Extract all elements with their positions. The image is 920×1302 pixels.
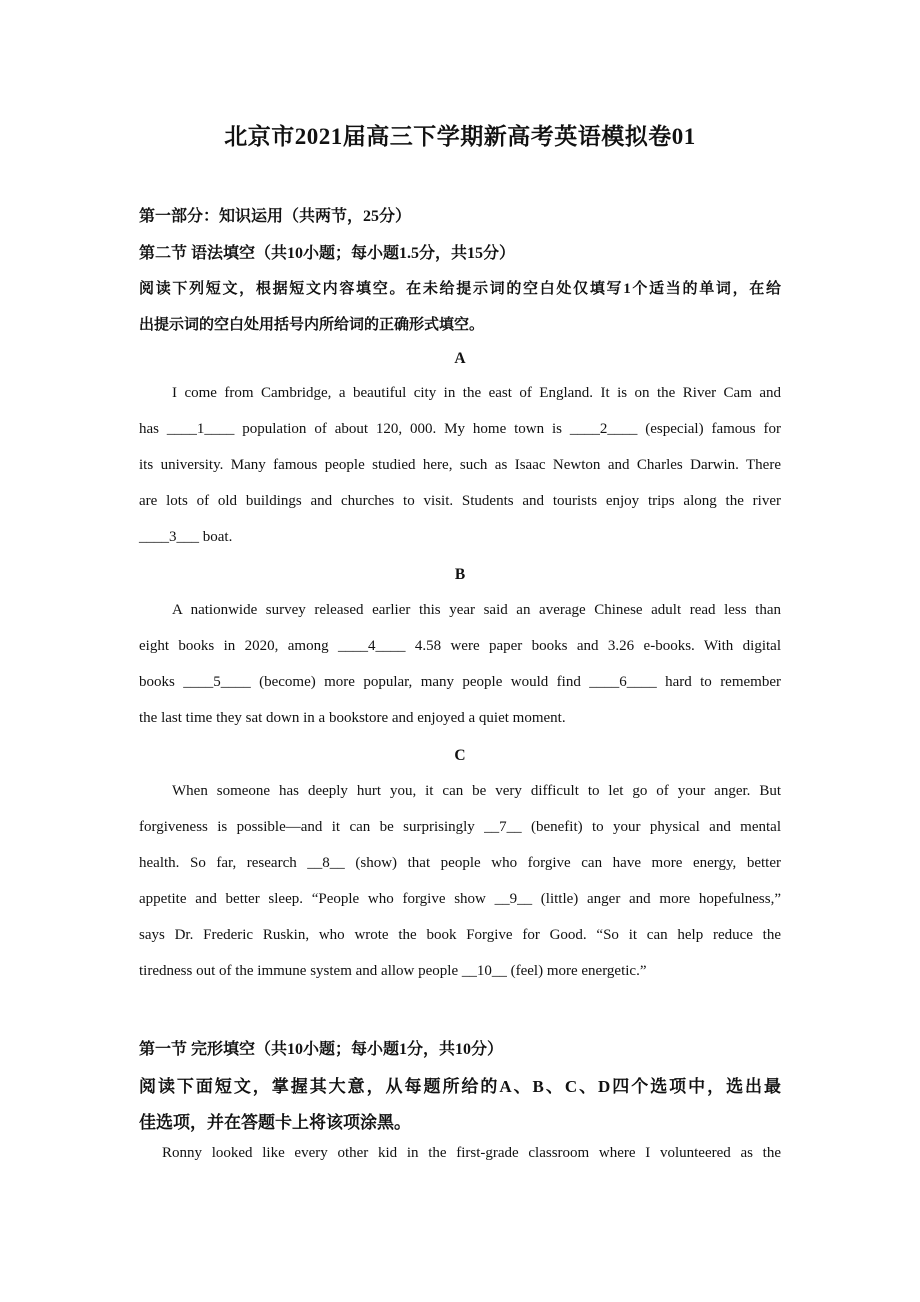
part1-heading: 第一部分：知识运用（共两节，25分） [139, 208, 412, 225]
passage-b [139, 602, 781, 746]
passage-b-line: eight books in 2020, among ____4____ 4.58 were paper books and 3.26 e-books. With digital [139, 638, 781, 655]
passage-b-line: A nationwide survey released earlier this year said an average Chinese adult read less than [172, 602, 781, 618]
document-title: 北京市2021届高三下学期新高考英语模拟卷01 [224, 124, 696, 149]
section2-instructions-line-1: 阅读下列短文，根据短文内容填空。在未给提示词的空白处仅填写1个适当的单词，在给 [139, 281, 781, 297]
passage-c-line: health. So far, research __8__ (show) that people who forgive can have more energy, better [139, 855, 781, 872]
section1-heading: 第一节 完形填空（共10小题；每小题1分，共10分） [139, 1041, 504, 1058]
passage-c-label: C [454, 747, 466, 764]
passage-c-line: appetite and better sleep. “People who forgive show __9__ (little) anger and more hopefulness,” [139, 891, 781, 908]
passage-b-line: the last time they sat down in a bookstore and enjoyed a quiet moment. [139, 710, 566, 727]
passage-c-line: tiredness out of the immune system and allow people __10__ (feel) more energetic.” [139, 963, 647, 980]
section1-instructions-line-2: 佳选项，并在答题卡上将该项涂黑。 [139, 1113, 411, 1132]
section2-heading: 第二节 语法填空（共10小题；每小题1.5分，共15分） [139, 245, 516, 262]
passage-a-line: its university. Many famous people studied here, such as Isaac Newton and Charles Darwin. There [139, 457, 781, 474]
cloze-passage-first-line: Ronny looked like every other kid in the first-grade classroom where I volunteered as the [162, 1145, 781, 1161]
passage-c-line: When someone has deeply hurt you, it can be very difficult to let go of your anger. But [172, 783, 781, 799]
passage-a-line: I come from Cambridge, a beautiful city in the east of England. It is on the River Cam and [172, 385, 781, 401]
passage-b-label: B [454, 566, 466, 583]
section1-instructions-line-1: 阅读下面短文，掌握其大意，从每题所给的A、B、C、D四个选项中，选出最 [139, 1077, 781, 1096]
passage-a [139, 385, 781, 565]
passage-a-line: are lots of old buildings and churches to visit. Students and tourists enjoy trips along the river [139, 493, 781, 510]
passage-c-line: forgiveness is possible—and it can be surprisingly __7__ (benefit) to your physical and mental [139, 819, 781, 836]
passage-a-line: has ____1____ population of about 120, 000. My home town is ____2____ (especial) famous for [139, 421, 781, 438]
passage-a-line: ____3___ boat. [139, 529, 233, 546]
passage-c [139, 783, 781, 1000]
section2-instructions-line-2: 出提示词的空白处用括号内所给词的正确形式填空。 [139, 317, 485, 333]
passage-c-line: says Dr. Frederic Ruskin, who wrote the book Forgive for Good. “So it can help reduce the [139, 927, 781, 944]
passage-a-label: A [454, 350, 466, 367]
passage-b-line: books ____5____ (become) more popular, many people would find ____6____ hard to remember [139, 674, 781, 691]
